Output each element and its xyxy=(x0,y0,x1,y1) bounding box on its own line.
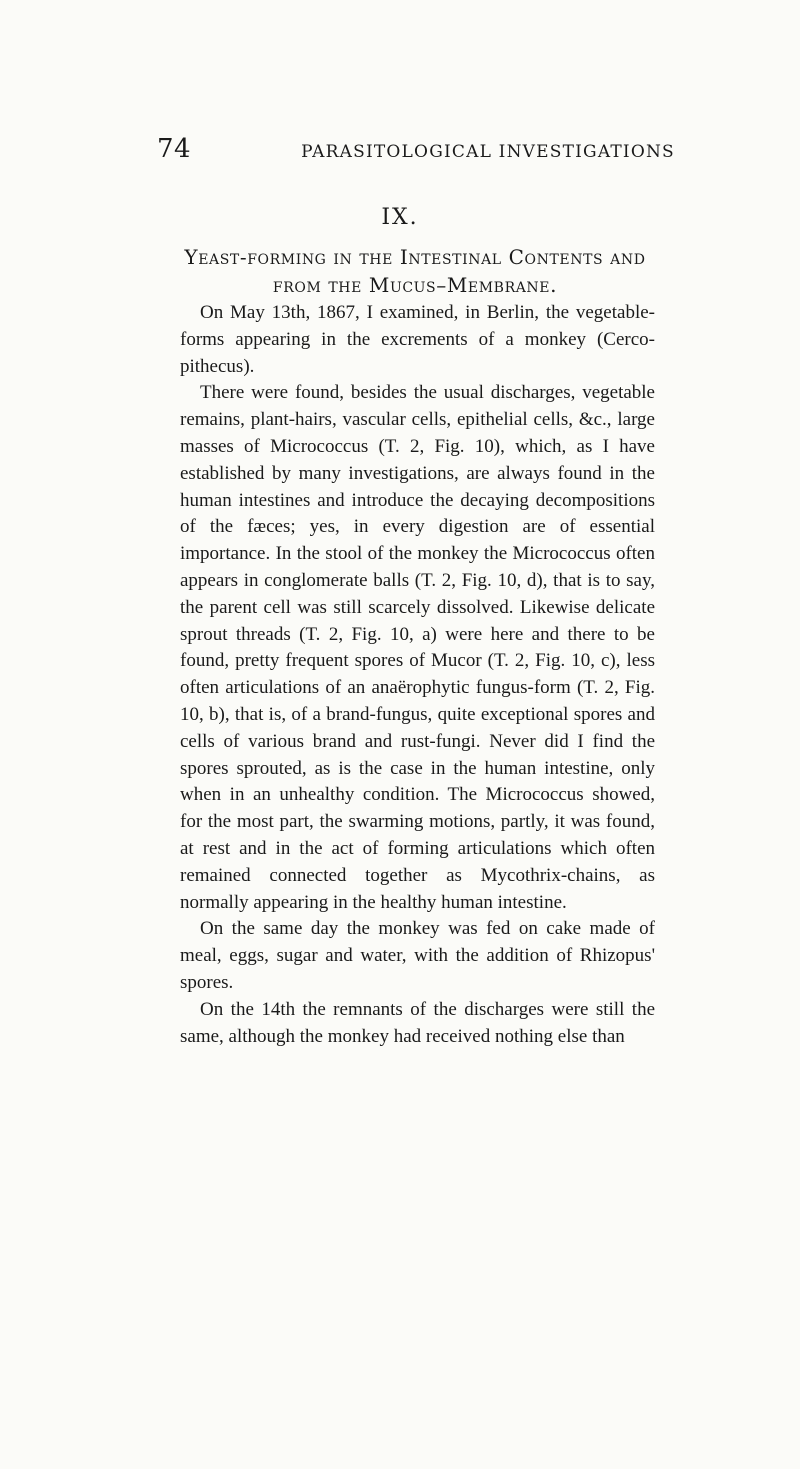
page-number: 74 xyxy=(157,134,192,164)
running-head: PARASITOLOGICAL INVESTIGATIONS xyxy=(301,142,675,162)
chapter-title: Yeast-forming in the Intestinal Contents and from the Mucus–Membrane. xyxy=(184,245,646,297)
page-header xyxy=(157,134,687,164)
paragraph: On the 14th the remnants of the discharges were still the same, although the monkey had received nothing else than xyxy=(180,998,655,1047)
paragraph: On the same day the monkey was fed on cake made of meal, eggs, sugar and water, with the addition of Rhizopus' spores. xyxy=(180,918,655,993)
chapter-number: IX. xyxy=(381,205,419,230)
paragraph: There were found, besides the usual discharges, vegetable remains, plant-hairs, vascular cells, epithelial cells, &c., large masses of Micrococcus (T. 2, Fig. 10), which, as I have established by many investigations, are always found in the human intestines and introduce the decaying decompositions of the fæces; yes, in every digestion are of essential importance. In the stool of the monkey the Micrococcus often appears in conglomerate balls (T. 2, Fig. 10, d), that is to say, the parent cell was still scarcely dissolved. Likewise delicate sprout threads (T. 2, Fig. 10, a) were here and there to be found, pretty frequent spores of Mucor (T. 2, Fig. 10, c), less often articulations of an anaërophytic fungus-form (T. 2, Fig. 10, b), that is, of a brand-fungus, quite exceptional spores and cells of various brand and rust-fungi. Never did I find the spores sprouted, as is the case in the human intestine, only when in an unhealthy condition. The Micrococcus showed, for the most part, the swarming motions, partly, it was found, at rest and in the act of forming articulations which often remained connected together as Mycothrix-chains, as normally appearing in the healthy human intestine. xyxy=(180,382,655,913)
body-text xyxy=(180,300,655,1050)
paragraph: On May 13th, 1867, I examined, in Berlin, the vegetable-forms appearing in the excrements of a monkey (Cercopithecus). xyxy=(180,302,655,377)
